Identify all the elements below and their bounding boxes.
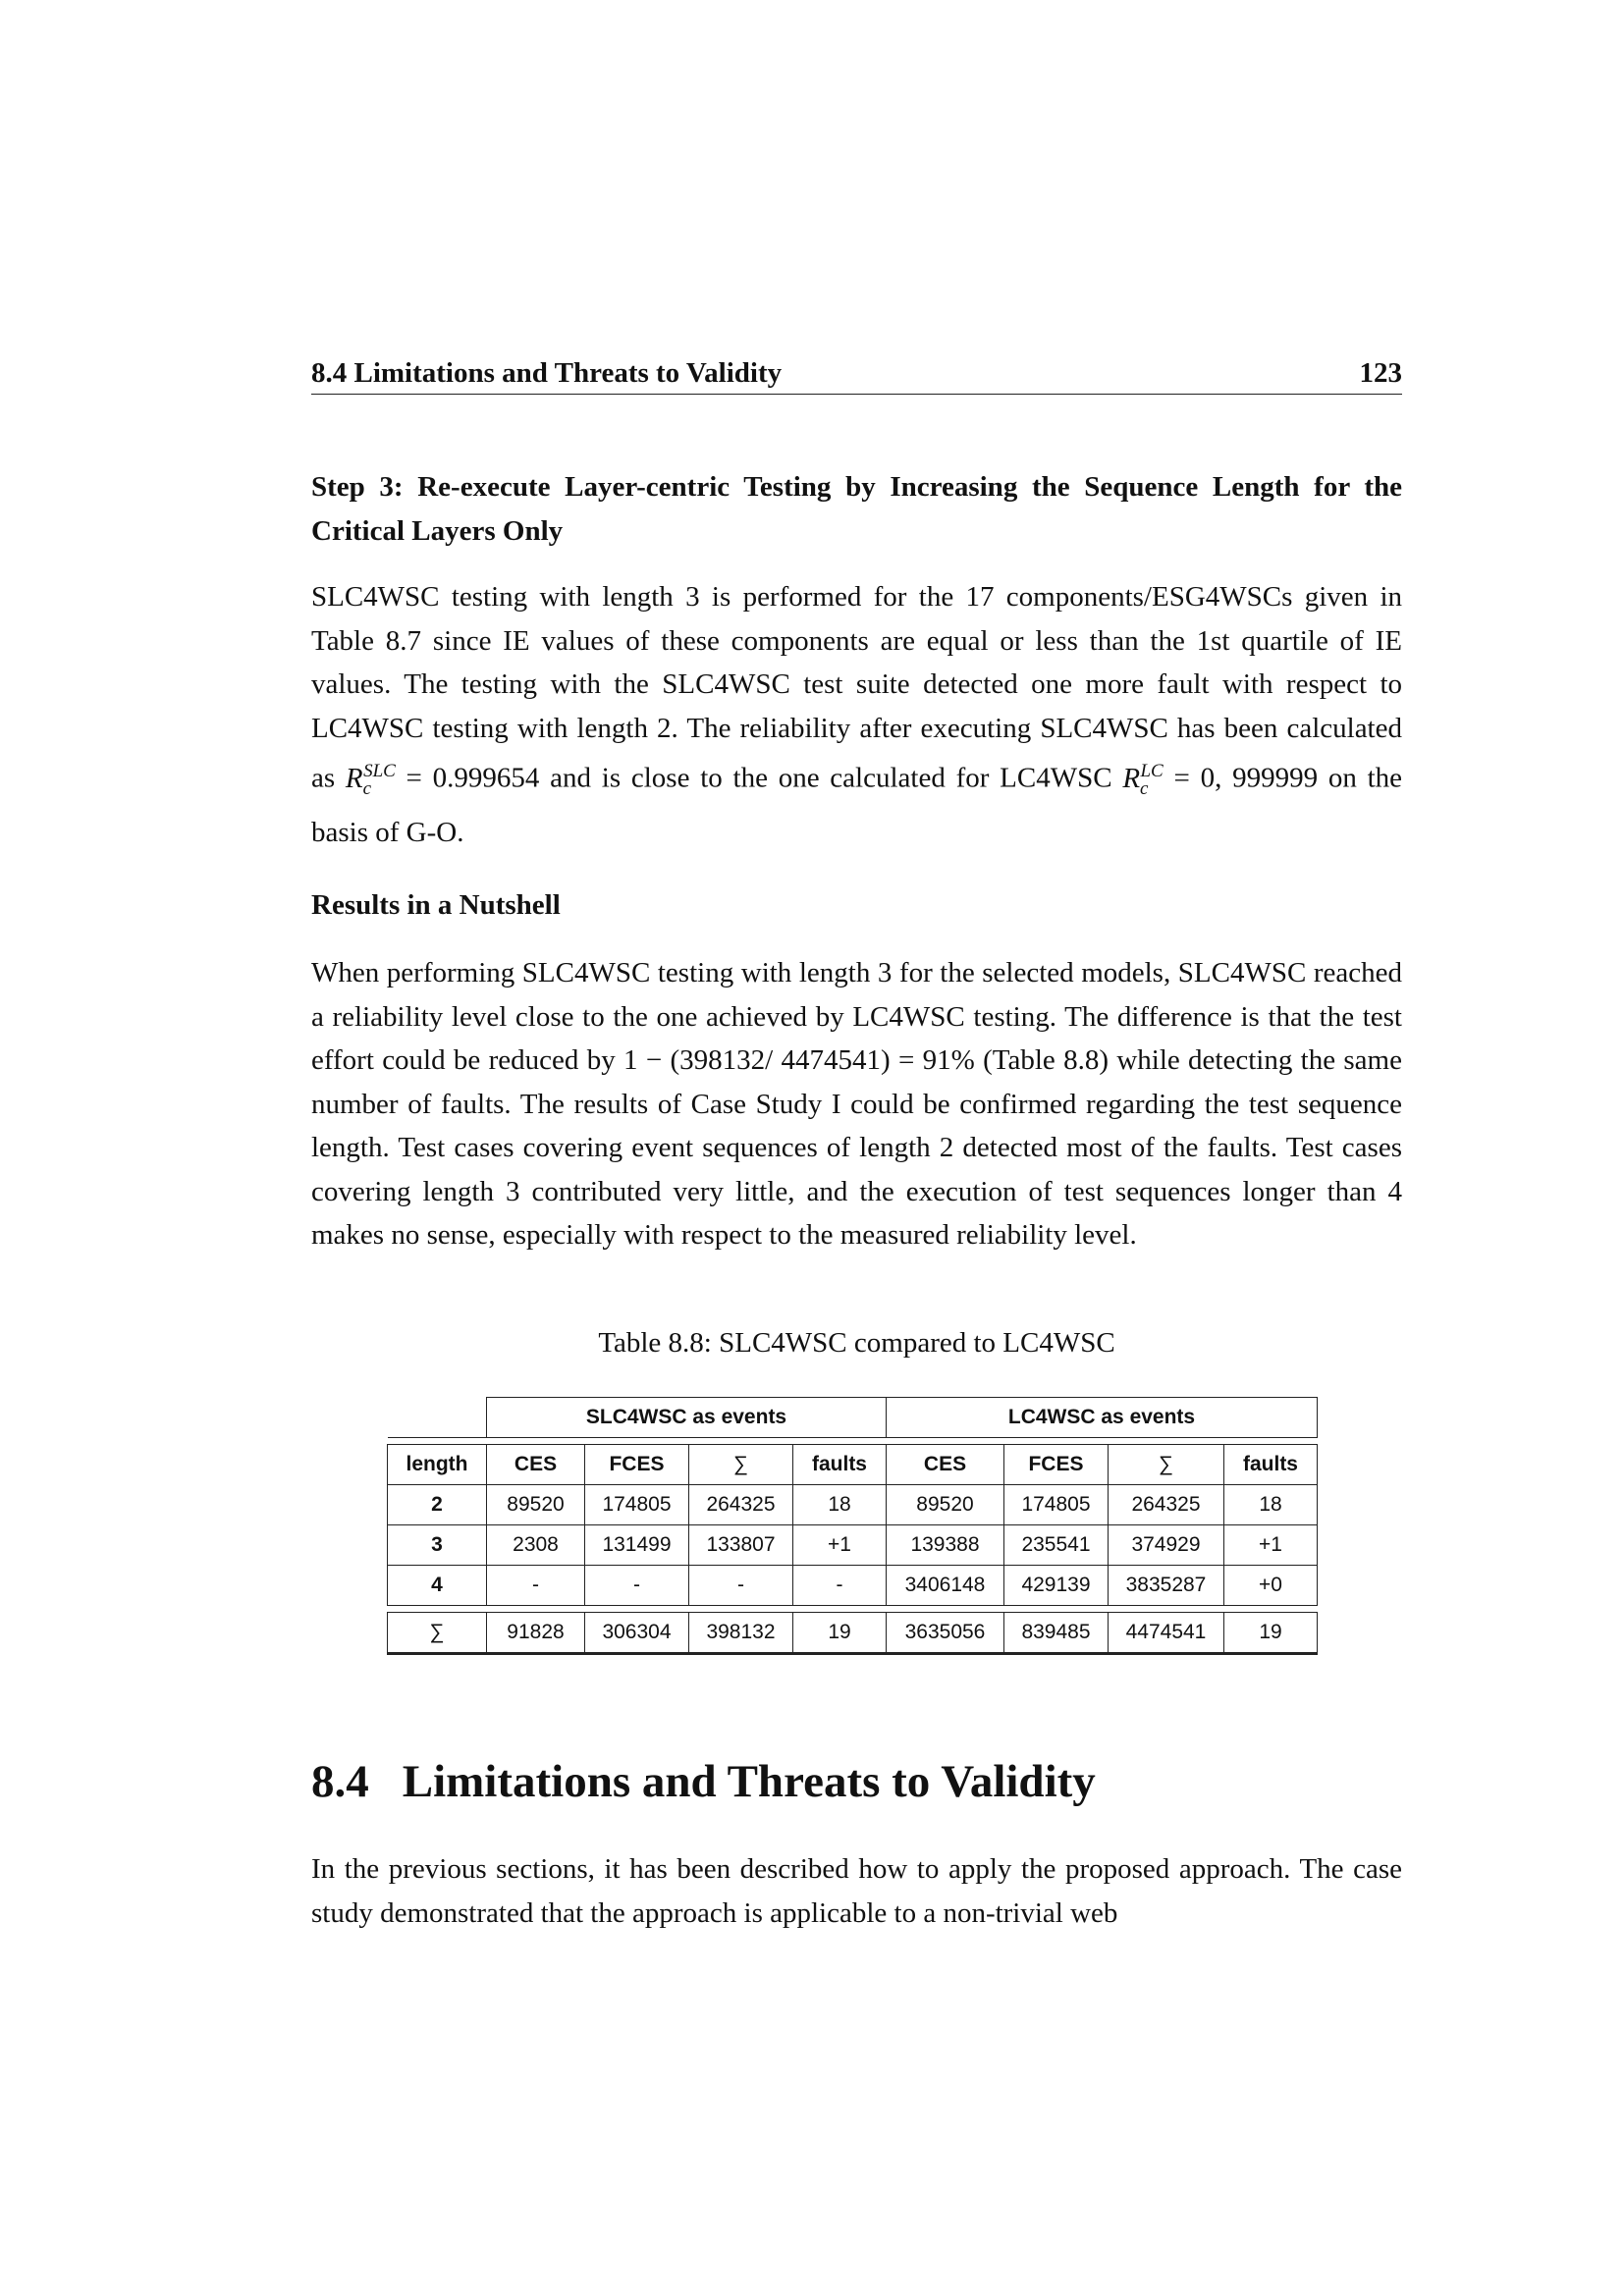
text: When performing SLC4WSC testing with length 3 for the selected models, SLC4WSC reached a reliability level close to the one achieved by LC4WSC testing. The difference is that the test effort could be reduced by (311, 957, 1402, 1076)
table-cell: 4474541 (1109, 1613, 1224, 1654)
col-header: FCES (585, 1445, 689, 1485)
table-cell: - (487, 1566, 585, 1606)
results-heading: Results in a Nutshell (311, 889, 561, 921)
group-slc4wsc: SLC4WSC as events (487, 1398, 887, 1438)
table-cell: +0 (1224, 1566, 1318, 1606)
text: SLC4WSC testing with length 3 is performed for the 17 components/ESG4WSCs given in Table 8.7 since IE values of these components are equal or less than the 1st quartile of IE values. The testing with the SLC4WSC test suite detected one more fault with respect to LC4WSC testing with length 2. The reliability after executing SLC4WSC has been calculated as (311, 581, 1402, 794)
table-cell: - (689, 1566, 793, 1606)
table-cell: 3835287 (1109, 1566, 1224, 1606)
page-number: 123 (1359, 357, 1402, 389)
table-cell: 18 (1224, 1485, 1318, 1525)
text: and is close to the one calculated for LC4WSC (539, 762, 1123, 794)
col-header: ∑ (1109, 1445, 1224, 1485)
formula-value: = 0.999654 (395, 762, 540, 794)
table-cell: 89520 (487, 1485, 585, 1525)
formula-value: = 0, 999999 (1163, 762, 1319, 794)
table-cell: 398132 (689, 1613, 793, 1654)
table-row (388, 1485, 1318, 1525)
col-header: CES (487, 1445, 585, 1485)
table-cell: 306304 (585, 1613, 689, 1654)
group-header-row (388, 1398, 1318, 1438)
table-cell: 235541 (1004, 1525, 1109, 1566)
table-cell: 839485 (1004, 1613, 1109, 1654)
col-header: CES (887, 1445, 1004, 1485)
table-cell: 264325 (689, 1485, 793, 1525)
results-paragraph (311, 951, 1402, 1257)
table-cell: 18 (793, 1485, 887, 1525)
table-cell: 4 (388, 1566, 487, 1606)
table-cell: 19 (1224, 1613, 1318, 1654)
table-cell: - (793, 1566, 887, 1606)
step3-heading: Step 3: Re-execute Layer-centric Testing by Increasing the Sequence Length for the Critical Layers Only (311, 471, 1402, 547)
col-header: faults (1224, 1445, 1318, 1485)
table-cell: 174805 (585, 1485, 689, 1525)
text: on the basis of G-O. (311, 762, 1403, 848)
total-row (388, 1613, 1318, 1654)
section-heading: 8.4 Limitations and Threats to Validity (311, 1756, 1096, 1807)
table-cell: - (585, 1566, 689, 1606)
table-cell: ∑ (388, 1613, 487, 1654)
table-row (388, 1525, 1318, 1566)
col-header: FCES (1004, 1445, 1109, 1485)
table-cell: 3406148 (887, 1566, 1004, 1606)
running-header (311, 351, 1402, 395)
table-cell: 2 (388, 1485, 487, 1525)
table-cell: 91828 (487, 1613, 585, 1654)
table-row (388, 1566, 1318, 1606)
comparison-table (387, 1397, 1318, 1655)
table-cell: 264325 (1109, 1485, 1224, 1525)
table-cell: 89520 (887, 1485, 1004, 1525)
table-cell: 133807 (689, 1525, 793, 1566)
col-header: ∑ (689, 1445, 793, 1485)
table-cell: 131499 (585, 1525, 689, 1566)
table-cell: 429139 (1004, 1566, 1109, 1606)
table-caption: Table 8.8: SLC4WSC compared to LC4WSC (598, 1327, 1115, 1359)
table-cell: 3635056 (887, 1613, 1004, 1654)
table-cell: 3 (388, 1525, 487, 1566)
formula-r-slc: $R_c^{SLC}$ (345, 761, 396, 799)
header-section: 8.4 Limitations and Threats to Validity (311, 357, 783, 389)
formula-r-lc: $R_c^{LC}$ (1122, 761, 1164, 799)
text: (Table 8.8) while detecting the same number of faults. The results of Case Study I could be confirmed regarding the test sequence length. Test cases covering event sequences of length 2 detected most of the faults. Test cases covering length 3 contributed very little, and the execution of test sequences longer than 4 makes no sense, especially with respect to the measured reliability level. (311, 1044, 1402, 1251)
table-cell: 374929 (1109, 1525, 1224, 1566)
table-cell: +1 (1224, 1525, 1318, 1566)
table-cell: 19 (793, 1613, 887, 1654)
table-cell: +1 (793, 1525, 887, 1566)
table-cell: 2308 (487, 1525, 585, 1566)
formula: 1 − (398132/ 4474541) = 91% (623, 1044, 975, 1076)
col-header: length (388, 1445, 487, 1485)
section-paragraph: In the previous sections, it has been described how to apply the proposed approach. The case study demonstrated that the approach is applicable to a non-trivial web (311, 1853, 1402, 1929)
step3-paragraph (311, 575, 1402, 854)
table-cell: 139388 (887, 1525, 1004, 1566)
group-lc4wsc: LC4WSC as events (887, 1398, 1318, 1438)
table-cell: 174805 (1004, 1485, 1109, 1525)
column-header-row (388, 1445, 1318, 1485)
col-header: faults (793, 1445, 887, 1485)
